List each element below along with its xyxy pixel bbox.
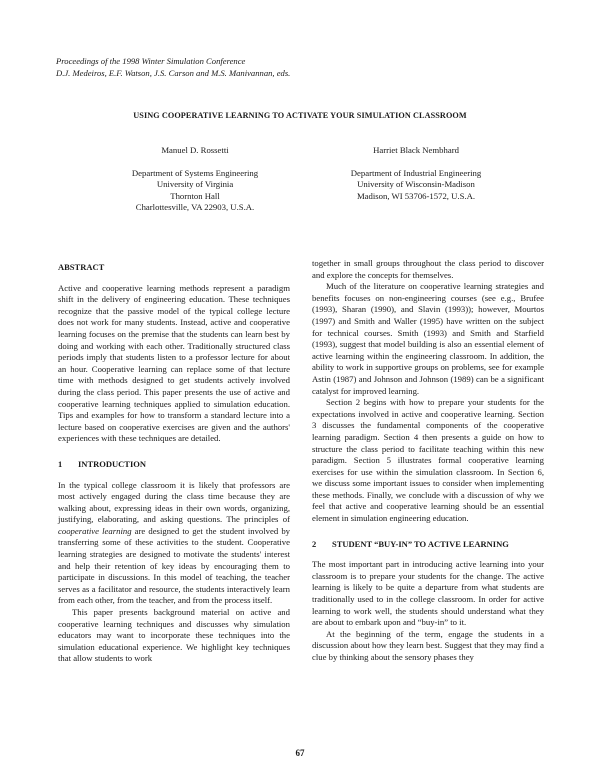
section-number: 1 bbox=[58, 458, 63, 469]
intro-paragraph-1: In the typical college classroom it is likely that professors are most actively engaged during the class time because they are walking about, expressing ideas in their own words, organizing, justifying, elaborating, and asking questions. The principles of cooperative learning are designed to get the student involved by transferring some of these activities to the student. Cooperative learning strategies are designed to motivate the students' interest and help their retention of key ideas by encouraging them to participate in discussions. In this model of teaching, the teacher serves as a facilitator and resource, the students interactively learn from each other, from the teacher, and from the process itself. bbox=[58, 479, 291, 606]
author-univ: University of Wisconsin-Madison bbox=[357, 179, 475, 190]
author-dept: Department of Systems Engineering bbox=[131, 167, 259, 178]
author-building: Thornton Hall bbox=[170, 190, 220, 201]
left-column bbox=[58, 262, 290, 665]
abstract-text: Active and cooperative learning methods represent a paradigm shift in the delivery of engineering education. These techniques recognize that the passive model of the typical college lecture does not work for many students. Instead, active and cooperative learning focuses on the premise that the students can learn best by doing and working with each other. Traditionally structured class periods imply that students listen to a professor lecture for about an hour. Cooperative learning can replace some of that lecture time with methods designed to get students actively involved during the class period. This paper presents the use of active and cooperative learning techniques applied to simulation education. Tips and examples for how to transform a standard lecture into a lecture based on cooperative exercises are given and the authors' experiences with these techniques are detailed. bbox=[58, 282, 290, 444]
author-block-2 bbox=[318, 145, 514, 202]
intro-continuation: together in small groups throughout the class period to discover and explore the concepts for themselves. bbox=[312, 258, 544, 280]
author-block-1 bbox=[100, 145, 290, 214]
page-number: 67 bbox=[295, 748, 305, 758]
buyin-paragraph-2: At the beginning of the term, engage the students in a discussion about how they learn best. Suggest that they may find a clue by thinking about the sensory phases they bbox=[312, 628, 544, 662]
abstract-heading: ABSTRACT bbox=[58, 262, 105, 272]
author-city: Madison, WI 53706-1572, U.S.A. bbox=[356, 190, 476, 201]
right-column bbox=[312, 258, 544, 664]
author-dept: Department of Industrial Engineering bbox=[350, 167, 482, 178]
section-1-heading bbox=[58, 459, 290, 471]
literature-paragraph: Much of the literature on cooperative learning strategies and benefits focuses on non-engineering courses (see e.g., Brufee (1993), Sharan (1990), and Slavin (1993)); however, Mourtos (1997) and Smith and Waller (1995) have written on the subject for technical courses. Smith (1993) and Smith and Starfield (1993), suggest that model building is also an essential element of active learning within the engineering classroom. In addition, the ability to work in supportive groups on problems, see for example Astin (1987) and Johnson and Johnson (1989) can be a significant catalyst for improved learning. bbox=[312, 281, 544, 396]
author-name: Manuel D. Rossetti bbox=[161, 145, 229, 155]
section-title: INTRODUCTION bbox=[78, 458, 147, 469]
author-city: Charlottesville, VA 22903, U.S.A. bbox=[135, 202, 255, 213]
section-number: 2 bbox=[312, 538, 317, 549]
author-name: Harriet Black Nembhard bbox=[373, 145, 459, 155]
author-univ: University of Virginia bbox=[156, 179, 234, 190]
intro-paragraph-2: This paper presents background material on active and cooperative learning techniques and discusses why simulation educators may want to incorporate these techniques into the simulation educational experience. We highlight key techniques that allow students to work bbox=[58, 607, 290, 664]
proceedings-header bbox=[56, 56, 290, 79]
buyin-paragraph-1: The most important part in introducing active learning into your classroom is to prepare your students for the change. The active learning is likely to be quite a departure from what students are traditionally used to in the college classroom. In order for active learning to work well, the students should understand what they are about to embark upon and “buy-in” to it. bbox=[312, 559, 544, 628]
proceedings-line: Proceedings of the 1998 Winter Simulation Conference bbox=[56, 56, 246, 66]
emphasis-cooperative-learning: cooperative learning bbox=[58, 525, 132, 536]
outline-paragraph: Section 2 begins with how to prepare your students for the expectations involved in active and cooperative learning. Section 3 discusses the fundamental components of the cooperative learning paradigm. Section 4 then presents a guide on how to structure the class period to facilitate teaching within this new paradigm. Section 5 illustrates formal cooperative learning exercises for use within the simulation classroom. In Section 6, we discuss some important issues to consider when implementing these methods. Finally, we conclude with a discussion of why we feel that active and cooperative learning should be an essential element in simulation engineering education. bbox=[312, 397, 544, 524]
section-title: STUDENT “BUY-IN” TO ACTIVE LEARNING bbox=[332, 538, 509, 549]
paper-title: USING COOPERATIVE LEARNING TO ACTIVATE YOUR SIMULATION CLASSROOM bbox=[133, 111, 467, 120]
section-2-heading bbox=[312, 539, 544, 551]
editors-line: D.J. Medeiros, E.F. Watson, J.S. Carson and M.S. Manivannan, eds. bbox=[56, 67, 291, 78]
